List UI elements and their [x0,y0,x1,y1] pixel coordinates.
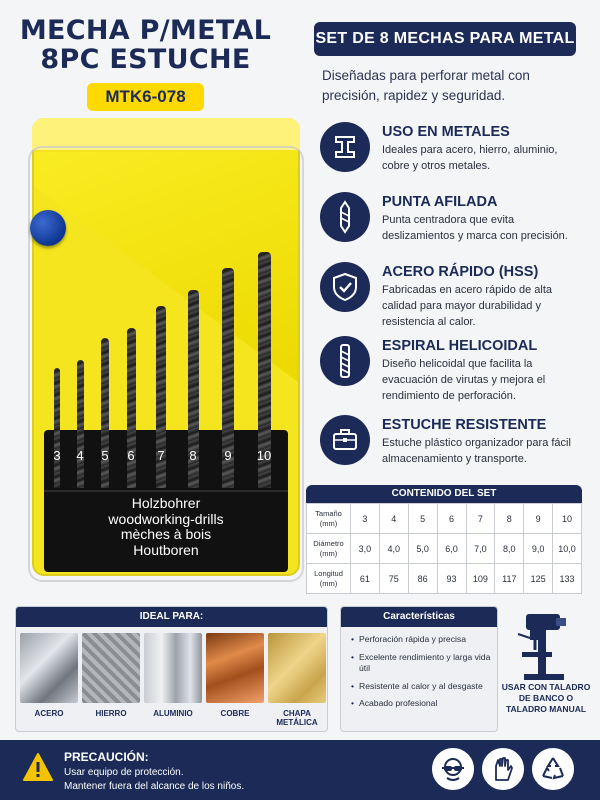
title-line-1: MECHA P/METAL [19,15,272,46]
feature-uso-metales [320,122,590,192]
drill-bit [127,328,136,488]
table-cell: 3,0 [351,534,380,564]
bit-size-label: 9 [224,448,232,463]
feature-title: ESTUCHE RESISTENTE [382,417,547,433]
material-label: ACERO [34,709,64,718]
table-cell: 10 [553,504,582,534]
table-cell: 3 [351,504,380,534]
row-label: Tamaño (mm) [307,504,351,534]
feature-desc: Fabricadas en acero rápido de alta calidad para mayor durabilidad y resistencia al calor. [382,284,552,328]
feature-title: PUNTA AFILADA [382,194,498,210]
feature-estuche-resistente [320,415,590,485]
table-cell: 9 [524,504,553,534]
bit-size-label: 3 [53,448,61,463]
drill-bit [101,338,109,488]
table-cell: 8,0 [495,534,524,564]
table-cell: 61 [351,564,380,594]
table-cell: 93 [437,564,466,594]
specs-table [306,485,582,593]
case-clasp [30,210,66,246]
ideal-title: IDEAL PARA: [16,607,327,627]
table-title: CONTENIDO DEL SET [306,485,582,503]
bit-size-label: 10 [256,448,272,463]
table-row [307,534,582,564]
material-chapa-metalica [268,633,326,727]
material-aluminio [144,633,202,718]
bit-size-label: 8 [189,448,197,463]
warning-line: Usar equipo de protección. [64,767,184,778]
material-image [144,633,202,703]
gloves-icon [482,748,524,790]
material-acero [20,633,78,718]
safety-glasses-icon [432,748,474,790]
material-hierro [82,633,140,718]
characteristics-list [341,627,497,710]
warning-title: PRECAUCIÓN: [64,750,149,764]
bit-size-label: 5 [101,448,109,463]
feature-acero-rapido [320,262,590,332]
ideal-panel [15,606,328,732]
table-cell: 8 [495,504,524,534]
list-item: • Excelente rendimiento y larga vida útil [351,652,491,674]
list-item: • Resistente al calor y al desgaste [351,681,491,692]
bit-size-label: 7 [157,448,165,463]
material-label: HIERRO [95,709,127,718]
holder-text-line: Houtboren [133,541,199,558]
drill-press-icon [508,612,584,682]
table-cell: 4 [379,504,408,534]
table-cell: 7,0 [466,534,495,564]
feature-title: ESPIRAL HELICOIDAL [382,338,538,354]
characteristics-title: Características [341,607,497,627]
table-row [307,564,582,594]
feature-punta-afilada [320,192,590,262]
product-title [18,16,273,74]
table-row [307,504,582,534]
table-cell: 10,0 [553,534,582,564]
material-image [82,633,140,703]
table-cell: 6,0 [437,534,466,564]
product-code-badge: MTK6-078 [87,83,204,111]
table-cell: 7 [466,504,495,534]
usage-label: USAR CON TALADRO DE BANCO O TALADRO MANUAL [501,682,591,714]
shield-check-icon [320,262,370,312]
case-icon [320,415,370,465]
table-cell: 133 [553,564,582,594]
recycle-icon [532,748,574,790]
material-label: ALUMINIO [153,709,193,718]
intro-text: Diseñadas para perforar metal con precisión, rapidez y seguridad. [322,68,530,103]
footer [0,740,600,800]
table-cell: 125 [524,564,553,594]
set-banner: SET DE 8 MECHAS PARA METAL [314,22,576,56]
table-cell: 5,0 [408,534,437,564]
drill-bit-icon [320,192,370,242]
row-label: Diámetro (mm) [307,534,351,564]
feature-desc: Diseño helicoidal que facilita la evacuación de virutas y mejora el rendimiento de perforación. [382,358,546,402]
product-case-image [28,118,304,578]
warning-line: Mantener fuera del alcance de los niños. [64,781,245,792]
specs-grid [306,503,582,594]
list-item: • Acabado profesional [351,698,491,709]
characteristics-panel [340,606,498,732]
feature-title: USO EN METALES [382,124,510,140]
title-line-2: 8PC ESTUCHE [40,44,251,75]
feature-title: ACERO RÁPIDO (HSS) [382,264,539,280]
feature-desc: Punta centradora que evita deslizamientos y marca con precisión. [382,214,568,242]
table-cell: 4,0 [379,534,408,564]
bit-size-label: 4 [76,448,84,463]
holder-text [44,496,288,558]
i-beam-icon [320,122,370,172]
holder-divider [44,490,288,492]
material-image [206,633,264,703]
warning-icon [22,752,54,782]
holder-text-line: woodworking-drills [108,510,224,527]
spiral-bit-icon [320,336,370,386]
feature-desc: Ideales para acero, hierro, aluminio, cobre y otros metales. [382,144,558,172]
table-cell: 9,0 [524,534,553,564]
material-cobre [206,633,264,718]
table-cell: 117 [495,564,524,594]
feature-desc: Estuche plástico organizador para fácil almacenamiento y transporte. [382,437,571,465]
table-cell: 6 [437,504,466,534]
material-label: CHAPA METÁLICA [276,709,318,727]
table-cell: 75 [379,564,408,594]
holder-text-line: mèches à bois [120,526,212,542]
drill-bit [54,368,60,488]
material-image [268,633,326,703]
table-cell: 109 [466,564,495,594]
bit-size-label: 6 [127,448,135,463]
row-label: Longitud (mm) [307,564,351,594]
drill-bit [77,360,84,488]
holder-text-line: Holzbohrer [131,495,201,511]
table-cell: 5 [408,504,437,534]
material-image [20,633,78,703]
table-cell: 86 [408,564,437,594]
list-item: • Perforación rápida y precisa [351,634,491,645]
feature-espiral-helicoidal [320,336,590,406]
material-label: COBRE [220,709,250,718]
